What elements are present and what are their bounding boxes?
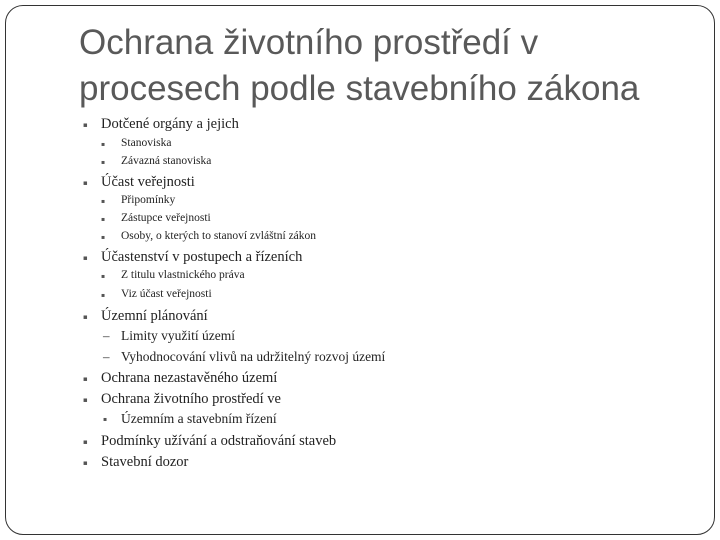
list-item: Viz účast veřejnosti [121, 288, 212, 300]
title-line-1: Ochrana životního prostředí v [79, 23, 539, 62]
list-item: Účastenství v postupech a řízeních [101, 249, 303, 265]
list-item: Zástupce veřejnosti [121, 212, 211, 224]
bullet-icon: ▪ [101, 216, 106, 223]
list-item: Podmínky užívání a odstraňování staveb [101, 433, 337, 449]
bullet-icon: ▪ [101, 234, 106, 241]
list-item: Stanoviska [121, 137, 172, 149]
dash-marker: – [103, 349, 110, 364]
bullet-icon: ▪ [101, 198, 106, 205]
list-item: Limity využití území [121, 328, 235, 343]
bullet-icon: ▪ [101, 273, 106, 280]
list-item: Vyhodnocování vlivů na udržitelný rozvoj území [121, 349, 386, 364]
bullet-icon: ▪ [83, 121, 88, 129]
list-item: Účast veřejnosti [101, 174, 195, 190]
bullet-icon: ▪ [83, 179, 88, 187]
list-item: Ochrana nezastavěného území [101, 370, 278, 386]
bullet-icon: ▪ [83, 396, 88, 404]
list-item: Z titulu vlastnického práva [121, 269, 245, 281]
list-item: Stavební dozor [101, 454, 189, 470]
bullet-icon: ▪ [83, 313, 88, 321]
list-item: Závazná stanoviska [121, 155, 212, 167]
list-item: Osoby, o kterých to stanoví zvláštní zákon [121, 230, 317, 242]
bullet-icon: ▪ [101, 292, 106, 299]
list-item: Územní plánování [101, 308, 208, 324]
bullet-icon: ▪ [83, 375, 88, 383]
bullet-icon: ▪ [83, 438, 88, 446]
dash-marker: – [103, 328, 110, 343]
list-item: Územním a stavebním řízení [121, 411, 277, 426]
bullet-icon: ▪ [101, 159, 106, 166]
title-line-2: procesech podle stavebního zákona [79, 69, 640, 108]
bullet-icon: ▪ [83, 254, 88, 262]
bullet-icon: ▪ [101, 141, 106, 148]
list-item: Ochrana životního prostředí ve [101, 391, 281, 407]
bullet-icon: ▪ [83, 459, 88, 467]
list-item: Dotčené orgány a jejich [101, 116, 239, 132]
list-item: Připomínky [121, 194, 176, 206]
bullet-icon: ▪ [103, 416, 108, 423]
